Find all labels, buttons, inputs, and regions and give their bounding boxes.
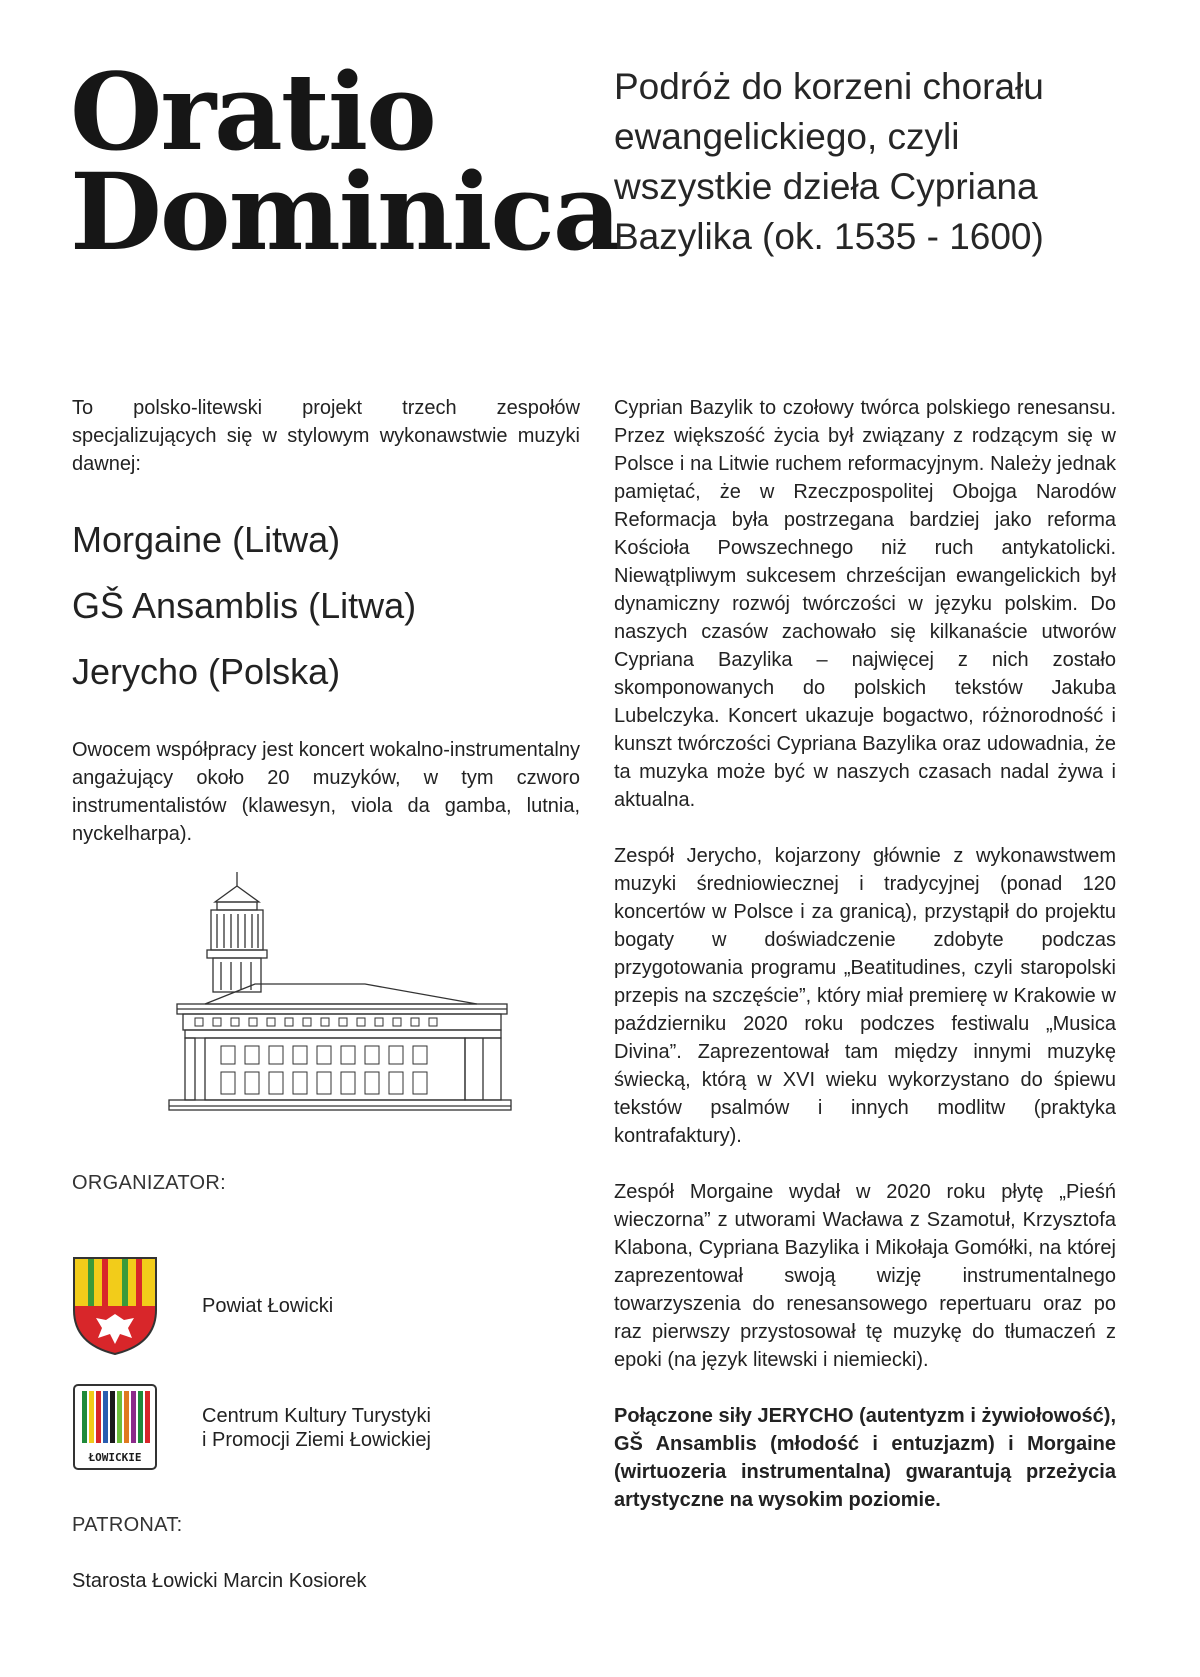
paragraph-morgaine: Zespół Morgaine wydał w 2020 roku płytę „Pieśń wieczorna” z utworami Wacława z Szamotuł, Krzysztofa Klabona, Cypriana Bazylika i Mikołaja Gomółki, na której zaprezentował swoją wizję instrumentalnego towarzyszenia do renesansowego repertuaru oraz po raz pierwszy przystosował tę muzykę do tłumaczeń z epoki (na język litewski i niemiecki). bbox=[614, 1181, 1116, 1371]
intro-paragraph: To polsko-litewski projekt trzech zespołów specjalizujących się w stylowym wykonawstwie muzyki dawnej: bbox=[72, 397, 580, 475]
band-list bbox=[72, 520, 580, 692]
paragraph-summary: Połączone siły JERYCHO (autentyzm i żywiołowość), GŠ Ansamblis (młodość i entuzjazm) i Morgaine (wirtuozeria instrumentalna) gwarantują przeżycia artystyczne na wysokim poziomie. bbox=[614, 1405, 1116, 1511]
lowickie-logo-icon bbox=[72, 1383, 158, 1473]
organizer-name bbox=[202, 1404, 431, 1452]
subtitle: Podróż do korzeni chorału ewangelickiego, czyli wszystkie dzieła Cypriana Bazylika (ok. 1535 - 1600) bbox=[614, 66, 1044, 257]
logo-text: ŁOWICKIE bbox=[88, 1451, 142, 1464]
organizer-label: ORGANIZATOR: bbox=[72, 1172, 226, 1194]
organizer-name-line1: Centrum Kultury Turystyki bbox=[202, 1405, 431, 1427]
paragraph-bazylik: Cyprian Bazylik to czołowy twórca polskiego renesansu. Przez większość życia był związany z rodzącym się w Polsce i na Litwie ruchem reformacyjnym. Należy jednak pamiętać, że w Rzeczpospolitej Obojga Narodów Reformacja była postrzegana bardziej jako reforma Kościoła Powszechnego niż ruch antykatolicki. Niewątpliwym sukcesem chrześcijan ewangelickich był dynamiczny rozwój twórczości w języku polskim. Do naszych czasów zachowało się kilkanaście utworów Cypriana Bazylika – najwięcej z nich zostało skomponowanych do polskich tekstów Jakuba Lubelczyka. Koncert ukazuje bogactwo, różnorodność i kunszt twórczości Cypriana Bazylika oraz udowadnia, że ta muzyka może być w naszych czasach nadal żywa i aktualna. bbox=[614, 397, 1116, 811]
organizer-centrum bbox=[72, 1383, 431, 1473]
right-column bbox=[614, 394, 1116, 1542]
title-line-2: Dominica bbox=[70, 149, 620, 274]
church-building-icon bbox=[165, 872, 515, 1142]
patron-label: PATRONAT: bbox=[72, 1514, 183, 1536]
band-item: Jerycho (Polska) bbox=[72, 651, 341, 692]
left-column bbox=[72, 394, 580, 848]
paragraph-jerycho: Zespół Jerycho, kojarzony głównie z wykonawstwem muzyki średniowiecznej i tradycyjnej (ponad 120 koncertów w Polsce i za granicą), przystąpił do projektu bogaty w doświadczenie zdobyte podczas przygotowania programu „Beatitudines, czyli staropolski przepis na szczęście”, który miał premierę w Krakowie w październiku 2020 roku podczes festiwalu „Musica Divina”. Zaprezentował tam między innymi muzykę świecką, którą w XVI wieku wykorzystano do śpiewu tekstów psalmów i innych modlitw (praktyka kontrafaktury). bbox=[614, 845, 1116, 1147]
title-oratio-dominica bbox=[70, 49, 620, 274]
concert-paragraph: Owocem współpracy jest koncert wokalno-instrumentalny angażujący około 20 muzyków, w tym czworo instrumentalistów (klawesyn, viola da gamba, lutnia, nyckelharpa). bbox=[72, 739, 580, 845]
organizer-name-line2: i Promocji Ziemi Łowickiej bbox=[202, 1429, 431, 1451]
band-item: GŠ Ansamblis (Litwa) bbox=[72, 585, 417, 626]
organizer-name: Powiat Łowicki bbox=[202, 1295, 334, 1317]
coat-of-arms-icon bbox=[72, 1256, 158, 1356]
organizer-powiat bbox=[72, 1256, 333, 1356]
title-line-1: Oratio bbox=[70, 49, 435, 174]
band-item: Morgaine (Litwa) bbox=[72, 519, 341, 560]
patron-name: Starosta Łowicki Marcin Kosiorek bbox=[72, 1570, 367, 1592]
